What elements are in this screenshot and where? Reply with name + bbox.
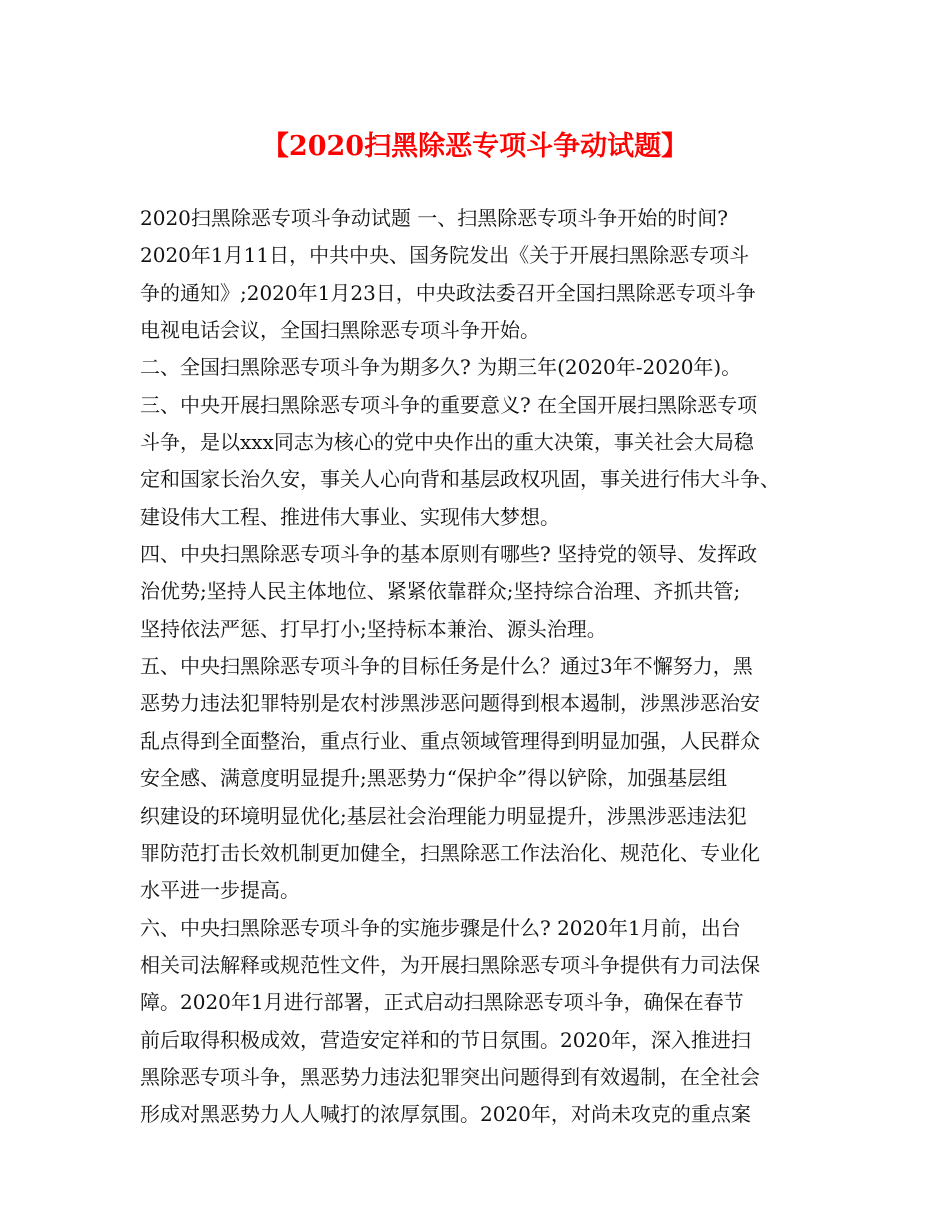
body-line: 相关司法解释或规范性文件，为开展扫黑除恶专项斗争提供有力司法保 <box>140 952 760 977</box>
document-title: 【2020扫黑除恶专项斗争动试题】 <box>261 131 689 162</box>
body-line: 水平进一步提高。 <box>140 878 300 903</box>
body-line: 五、中央扫黑除恶专项斗争的目标任务是什么？通过3年不懈努力，黑 <box>140 654 753 679</box>
body-line: 坚持依法严惩、打早打小;坚持标本兼治、源头治理。 <box>140 616 607 641</box>
body-line: 形成对黑恶势力人人喊打的浓厚氛围。2020年，对尚未攻克的重点案 <box>140 1102 751 1127</box>
body-line: 定和国家长治久安，事关人心向背和基层政权巩固，事关进行伟大斗争、 <box>140 467 780 492</box>
body-line: 安全感、满意度明显提升;黑恶势力“保护伞”得以铲除，加强基层组 <box>140 766 728 791</box>
body-line: 黑除恶专项斗争，黑恶势力违法犯罪突出问题得到有效遏制，在全社会 <box>140 1064 760 1089</box>
body-line: 争的通知》;2020年1月23日，中央政法委召开全国扫黑除恶专项斗争 <box>140 280 756 305</box>
document-body <box>140 200 830 1134</box>
body-line: 罪防范打击长效机制更加健全，扫黑除恶工作法治化、规范化、专业化 <box>140 840 760 865</box>
body-line: 斗争，是以xxx同志为核心的党中央作出的重大决策，事关社会大局稳 <box>140 430 754 455</box>
body-line: 2020年1月11日，中共中央、国务院发出《关于开展扫黑除恶专项斗 <box>140 243 750 268</box>
body-line: 织建设的环境明显优化;基层社会治理能力明显提升，涉黑涉恶违法犯 <box>140 803 747 828</box>
body-line: 四、中央扫黑除恶专项斗争的基本原则有哪些? 坚持党的领导、发挥政 <box>140 542 758 567</box>
body-line: 治优势;坚持人民主体地位、紧紧依靠群众;坚持综合治理、齐抓共管; <box>140 579 741 604</box>
body-line: 三、中央开展扫黑除恶专项斗争的重要意义? 在全国开展扫黑除恶专项 <box>140 392 758 417</box>
body-line: 建设伟大工程、推进伟大事业、实现伟大梦想。 <box>140 504 560 529</box>
body-line: 2020扫黑除恶专项斗争动试题 一、扫黑除恶专项斗争开始的时间? <box>140 206 728 230</box>
body-line: 电视电话会议，全国扫黑除恶专项斗争开始。 <box>140 318 540 343</box>
body-line: 乱点得到全面整治，重点行业、重点领域管理得到明显加强，人民群众 <box>140 728 760 753</box>
body-line: 恶势力违法犯罪特别是农村涉黑涉恶问题得到根本遏制，涉黑涉恶治安 <box>140 691 760 716</box>
body-line: 前后取得积极成效，营造安定祥和的节日氛围。2020年，深入推进扫 <box>140 1027 751 1052</box>
body-line: 二、全国扫黑除恶专项斗争为期多久? 为期三年(2020年-2020年)。 <box>140 355 742 380</box>
body-line: 障。2020年1月进行部署，正式启动扫黑除恶专项斗争，确保在春节 <box>140 990 744 1015</box>
body-line: 六、中央扫黑除恶专项斗争的实施步骤是什么? 2020年1月前，出台 <box>140 915 741 940</box>
